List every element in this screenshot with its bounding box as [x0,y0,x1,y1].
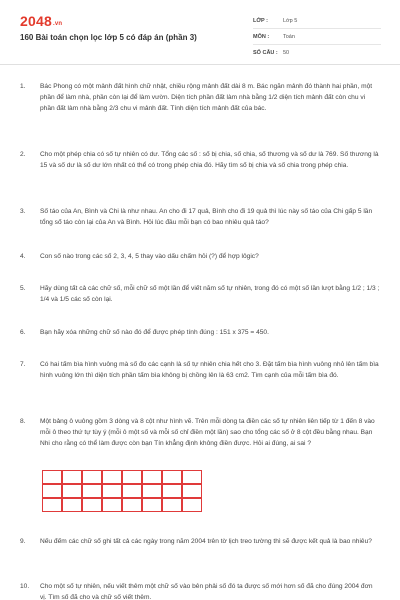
meta-row-subject [253,29,381,45]
question-number: 8. [20,418,26,425]
question-text: Con số nào trong các số 2, 3, 4, 5 thay vào dấu chấm hỏi (?) để hợp lôgic? [40,253,259,260]
meta-key: MÔN : [253,33,270,40]
question-item [20,416,380,449]
meta-value: 50 [283,49,290,56]
grid-cell [102,498,123,513]
question-number: 4. [20,253,26,260]
question-text: Một bảng ô vuông gồm 3 dòng và 8 cột như hình vẽ. Trên mỗi dòng ta điền các số tự nhiên liên tiếp từ 1 đến 8 vào mỗi ô theo thứ tự tùy ý (mỗi ô một số và mỗi số chỉ điền một lần) sao cho tổng các số ở 8 cột đều bằng nhau. Bạn Nhi cho rằng có thể làm được còn bạn Tín khẳng định không điền được. Hỏi ai đúng, ai sai ? [40,418,375,447]
question-text: Cho một phép chia có số tự nhiên có dư. Tổng các số : số bị chia, số chia, số thương và số dư là 769. Số thương là 15 và số dư là số dư lớn nhất có thể có trong phép chia đó. Hãy tìm số bị chia và số chia trong phép chia. [40,151,379,169]
question-item [20,206,380,228]
grid-cell [122,470,143,485]
question-number: 10. [20,583,30,590]
question-item [20,359,380,381]
question-item [20,81,380,114]
question-text: Bạn hãy xóa những chữ số nào đó để được phép tính đúng : 151 x 375 = 450. [40,329,269,336]
question-text: Số táo của An, Bình và Chi là như nhau. An cho đi 17 quả, Bình cho đi 19 quả thì lúc này số táo của Chi gấp 5 lần tổng số táo còn lại của An và Bình. Hỏi lúc đầu mỗi bạn có bao nhiêu quả táo? [40,208,373,226]
grid-cell [82,484,103,499]
meta-row-grade [253,13,381,29]
question-number: 9. [20,538,26,545]
grid-cell [182,484,203,499]
grid-cell [82,470,103,485]
meta-key: LỚP : [253,17,268,24]
document-header [0,0,400,62]
grid-cell [122,498,143,513]
meta-key: SỐ CÂU : [253,49,278,56]
site-logo[interactable]: 2048.vn [20,13,63,29]
grid-cell [42,498,63,513]
grid-cell [62,498,83,513]
grid-cell [62,484,83,499]
question-text: Hãy dùng tất cả các chữ số, mỗi chữ số một lần để viết năm số tự nhiên, trong đó có một số lần lượt bằng 1/2 ; 1/3 ; 1/4 và 1/5 các số còn lại. [40,285,380,303]
question-text: Bác Phong có một mảnh đất hình chữ nhật, chiều rộng mảnh đất dài 8 m. Bác ngăn mảnh đó thành hai phần, một phần để làm nhà, phần còn lại để làm vườn. Diện tích phần đất làm nhà bằng 1/2 diện tích mảnh đất còn chu vi phần đất làm nhà bằng 2/3 chu vi mảnh đất. Tính diện tích mảnh đất của bác. [40,83,373,112]
grid-cell [182,498,203,513]
meta-value: Toán [283,33,295,40]
question-number: 2. [20,151,26,158]
grid-cell [102,470,123,485]
grid-cell [162,484,183,499]
question-number: 5. [20,285,26,292]
grid-cell [142,484,163,499]
number-grid-table [42,470,202,512]
question-item [20,581,380,600]
document-title: 160 Bài toán chọn lọc lớp 5 có đáp án (phần 3) [20,33,197,42]
grid-cell [102,484,123,499]
grid-cell [142,470,163,485]
question-number: 3. [20,208,26,215]
question-text: Cho một số tự nhiên, nếu viết thêm một chữ số vào bên phải số đó ta được số mới hơn số đã cho đúng 2004 đơn vị. Tìm số đã cho và chữ số viết thêm. [40,583,373,600]
grid-cell [82,498,103,513]
grid-cell [62,470,83,485]
question-number: 1. [20,83,26,90]
question-number: 6. [20,329,26,336]
grid-cell [142,498,163,513]
question-item [20,251,380,262]
question-item [20,536,380,547]
question-text: Nếu đếm các chữ số ghi tất cả các ngày trong năm 2004 trên tờ lịch treo tường thì sẽ được kết quả là bao nhiêu? [40,538,372,545]
question-text: Có hai tấm bìa hình vuông mà số đo các cạnh là số tự nhiên chia hết cho 3. Đặt tấm bìa hình vuông nhỏ lên tấm bìa hình vuông lớn thì diện tích phần tấm bìa không bị chồng lên là 63 cm2. Tìm cạnh của mỗi tấm bìa đó. [40,361,379,379]
question-item [20,149,380,171]
question-item [20,283,380,305]
grid-cell [162,498,183,513]
meta-row-count [253,45,381,60]
grid-cell [42,484,63,499]
question-item [20,327,380,338]
grid-cell [122,484,143,499]
grid-cell [42,470,63,485]
header-divider [0,64,400,65]
grid-cell [182,470,203,485]
meta-value: Lớp 5 [283,17,298,24]
document-meta [253,13,381,60]
grid-cell [162,470,183,485]
question-number: 7. [20,361,26,368]
